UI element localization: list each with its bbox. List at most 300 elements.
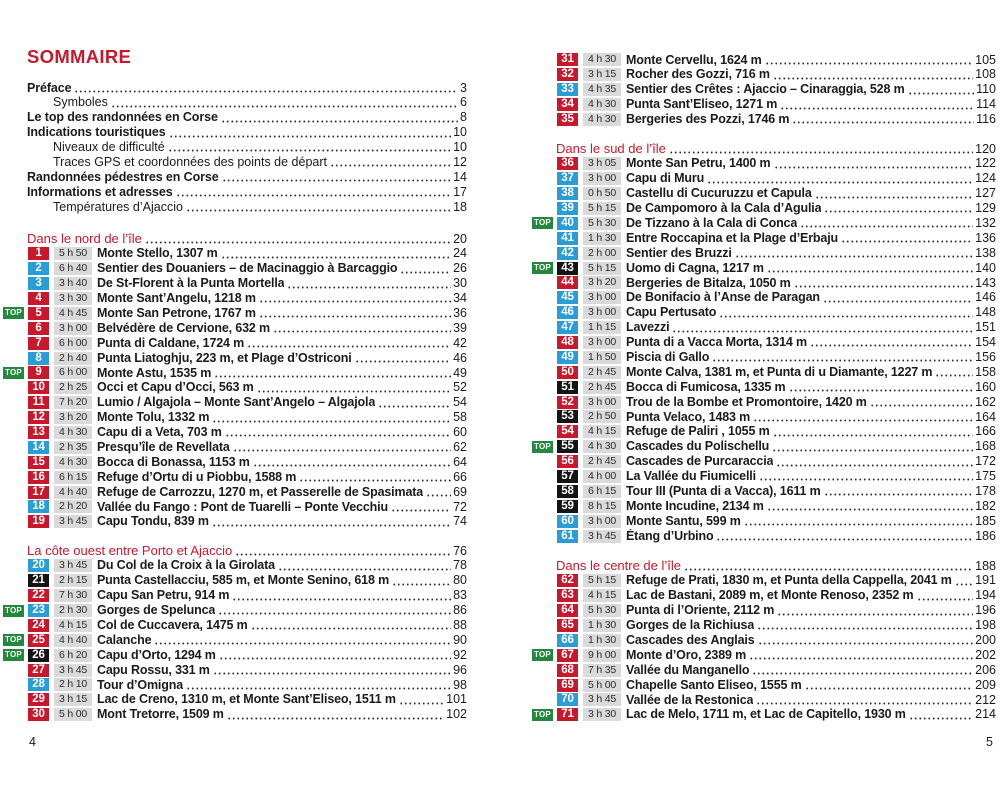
duration-tag: 2 h 50 [583,410,621,423]
dot-leader [299,470,451,485]
page-ref: 146 [975,290,996,305]
entry-title: Températures d’Ajaccio [53,199,183,214]
route-number-badge: 30 [28,708,49,721]
page-ref: 17 [453,184,467,199]
front-matter-entry [0,81,469,96]
route-number-badge: 36 [557,157,578,170]
route-number-badge: 52 [557,396,578,409]
front-matter-list [0,81,469,215]
top-slot [532,337,553,349]
route-row-1 [0,246,469,261]
page-ref: 200 [975,632,996,647]
section-west-coast [0,544,469,723]
route-title: Vallée du Manganello [626,662,750,677]
page-ref: 160 [975,379,996,394]
section-heading [0,232,469,247]
duration-tag: 3 h 05 [583,157,621,170]
front-matter-entry [0,170,469,185]
route-title: Gorges de la Richiusa [626,618,755,633]
duration-tag: 7 h 20 [54,396,92,409]
route-row-17 [0,485,469,500]
page-ref: 3 [460,80,467,95]
route-number-badge: 6 [28,322,49,335]
route-row-26 [0,648,469,663]
route-row-22 [0,588,469,603]
route-title: Sentier des Bruzzi [626,245,732,260]
route-row-4 [0,291,469,306]
route-row-47 [529,320,998,335]
route-row-32 [529,67,998,82]
route-row-18 [0,500,469,515]
duration-tag: 4 h 30 [54,456,92,469]
route-title: Bocca di Bonassa, 1153 m [97,454,250,469]
route-number-badge: 65 [557,619,578,632]
dot-leader [176,185,452,200]
route-title: La Vallée du Fiumicelli [626,469,756,484]
section-south [529,142,998,544]
route-number-badge: 17 [28,486,49,499]
page-ref: 78 [453,558,467,573]
entry-title: Le top des randonnées en Corse [27,110,218,125]
dot-leader [233,440,451,455]
duration-tag: 2 h 20 [54,500,92,513]
route-title: Cascades des Anglais [626,632,755,647]
route-number-badge: 50 [557,366,578,379]
page-ref: 98 [453,677,467,692]
route-title: Tour III (Punta di a Vacca), 1611 m [626,483,821,498]
route-row-23 [0,603,469,618]
duration-tag: 4 h 40 [54,486,92,499]
page-ref: 194 [975,588,996,603]
top-slot [532,471,553,483]
dot-leader [792,112,974,127]
duration-tag: 3 h 45 [54,515,92,528]
duration-tag: 3 h 45 [583,530,621,543]
duration-tag: 5 h 50 [54,247,92,260]
route-number-badge: 12 [28,411,49,424]
section-title: Dans le centre de l’île [556,558,682,573]
top-slot [532,84,553,96]
page-ref: 54 [453,395,467,410]
route-row-12 [0,410,469,425]
route-title: Castellu di Cucuruzzu et Capula [626,186,812,201]
page-ref: 8 [460,110,467,125]
route-number-badge: 63 [557,589,578,602]
top-slot [532,605,553,617]
route-title: Bocca di Fumicosa, 1335 m [626,379,786,394]
duration-tag: 3 h 00 [583,515,621,528]
route-number-badge: 32 [557,68,578,81]
route-row-28 [0,678,469,693]
route-row-59 [529,499,998,514]
top-slot [3,664,24,676]
route-row-25 [0,633,469,648]
route-number-badge: 56 [557,455,578,468]
top-slot [532,99,553,111]
route-number-badge: 62 [557,574,578,587]
duration-tag: 2 h 25 [54,381,92,394]
page-ref: 46 [453,350,467,365]
route-title: Capu d’Orto, 1294 m [97,647,216,662]
top-slot [3,248,24,260]
route-number-badge: 45 [557,291,578,304]
top-slot [3,397,24,409]
route-row-57 [529,469,998,484]
page-ref: 26 [453,261,467,276]
dot-leader [744,514,973,529]
route-row-45 [529,290,998,305]
dot-leader [669,142,973,157]
duration-tag: 4 h 40 [54,634,92,647]
top-slot [3,501,24,513]
top-slot [532,634,553,646]
front-matter-entry [0,110,469,125]
route-row-67 [529,648,998,663]
top-slot [3,486,24,498]
route-title: Punta Liatoghju, 223 m, et Plage d’Ostriconi [97,350,352,365]
route-title: Monte Sant’Angelu, 1218 m [97,291,256,306]
top-slot [3,619,24,631]
route-title: Rocher des Gozzi, 716 m [626,67,770,82]
route-number-badge: 39 [557,202,578,215]
dot-leader [212,514,451,529]
route-row-49 [529,350,998,365]
route-title: Punta Castellacciu, 585 m, et Monte Senino, 618 m [97,573,390,588]
duration-tag: 1 h 30 [583,634,621,647]
page-ref: 74 [453,514,467,529]
route-row-35 [529,112,998,127]
route-number-badge: 70 [557,693,578,706]
dot-leader [773,424,974,439]
route-row-62 [529,573,998,588]
route-title: Uomo di Cagna, 1217 m [626,260,764,275]
route-row-69 [529,678,998,693]
page-ref: 86 [453,603,467,618]
route-number-badge: 14 [28,441,49,454]
route-row-53 [529,410,998,425]
dot-leader [789,380,974,395]
page-ref: 156 [975,349,996,364]
section-north [0,232,469,530]
duration-tag: 5 h 00 [54,708,92,721]
route-number-badge: 25 [28,634,49,647]
right-page [529,0,998,800]
page-ref: 34 [453,291,467,306]
route-number-badge: 35 [557,113,578,126]
route-title: Presqu’île de Revellata [97,439,230,454]
dot-leader [841,231,973,246]
duration-tag: 4 h 30 [583,53,621,66]
route-title: Punta Velaco, 1483 m [626,409,751,424]
route-row-36 [529,156,998,171]
top-slot [3,709,24,721]
page-ref: 6 [460,95,467,110]
duration-tag: 1 h 15 [583,321,621,334]
page-number: 5 [986,735,993,749]
route-row-38 [529,186,998,201]
dot-leader [908,82,974,97]
dot-leader [169,125,452,140]
top-slot [532,456,553,468]
duration-tag: 3 h 00 [583,172,621,185]
duration-tag: 3 h 00 [583,291,621,304]
dot-leader [815,186,973,201]
section-title: La côte ouest entre Porto et Ajaccio [27,543,233,558]
duration-tag: 4 h 30 [583,440,621,453]
route-number-badge: 41 [557,232,578,245]
route-number-badge: 46 [557,306,578,319]
route-title: Lac de Bastani, 2089 m, et Monte Renoso, 2352 m [626,588,914,603]
duration-tag: 6 h 15 [583,485,621,498]
top-slot [3,441,24,453]
route-row-27 [0,663,469,678]
route-number-badge: 57 [557,470,578,483]
duration-tag: 4 h 15 [583,589,621,602]
top-slot [3,590,24,602]
page-ref: 198 [975,618,996,633]
route-title: Monte Astu, 1535 m [97,365,212,380]
route-row-39 [529,201,998,216]
dot-leader [758,633,974,648]
page-ref: 143 [975,275,996,290]
route-row-43 [529,261,998,276]
dot-leader [749,648,973,663]
route-number-badge: 67 [557,649,578,662]
top-slot [532,709,553,721]
dot-leader [253,455,451,470]
entry-title: Niveaux de difficulté [53,140,165,155]
duration-tag: 8 h 15 [583,500,621,513]
dot-leader [273,321,451,336]
front-matter-entry [0,200,469,215]
page-ref: 175 [975,469,996,484]
route-title: Bergeries des Pozzi, 1746 m [626,112,790,127]
dot-leader [735,246,973,261]
route-row-31 [529,53,998,68]
route-title: Lavezzi [626,320,670,335]
dot-leader [218,603,451,618]
top-slot [532,620,553,632]
route-number-badge: 48 [557,336,578,349]
route-title: Punta di a Vacca Morta, 1314 m [626,335,807,350]
page-ref: 18 [453,199,467,214]
top-slot [532,515,553,527]
route-row-16 [0,470,469,485]
route-title: Col de Cuccavera, 1475 m [97,617,248,632]
top-slot [532,649,553,661]
top-slot [3,605,24,617]
dot-leader [757,618,973,633]
route-number-badge: 34 [557,98,578,111]
route-row-55 [529,439,998,454]
route-number-badge: 22 [28,589,49,602]
dot-leader [235,544,451,559]
top-slot [532,694,553,706]
route-title: Capu Pertusato [626,305,717,320]
route-row-10 [0,380,469,395]
top-slot [532,247,553,259]
duration-tag: 3 h 45 [54,664,92,677]
duration-tag: 4 h 30 [54,426,92,439]
page-ref: 92 [453,647,467,662]
duration-tag: 3 h 15 [54,693,92,706]
route-row-30 [0,707,469,722]
top-slot [532,500,553,512]
route-number-badge: 24 [28,619,49,632]
page-ref: 114 [976,97,996,112]
dot-leader [222,170,451,185]
page-ref: 52 [453,380,467,395]
route-title: Punta Sant’Eliseo, 1271 m [626,97,778,112]
route-row-34 [529,97,998,112]
top-slot [3,352,24,364]
route-row-63 [529,588,998,603]
route-number-badge: 3 [28,277,49,290]
dot-leader [378,395,451,410]
dot-leader [780,97,974,112]
top-slot [532,54,553,66]
route-number-badge: 21 [28,574,49,587]
entry-title: Informations et adresses [27,184,173,199]
dot-leader [759,469,973,484]
duration-tag: 2 h 10 [54,678,92,691]
route-title: Vallée de la Restonica [626,692,754,707]
top-slot [532,292,553,304]
route-number-badge: 66 [557,634,578,647]
route-number-badge: 40 [557,217,578,230]
route-row-70 [529,693,998,708]
duration-tag: 3 h 30 [54,292,92,305]
route-row-29 [0,692,469,707]
dot-leader [355,351,452,366]
top-slot [532,530,553,542]
page-ref: 168 [975,439,996,454]
duration-tag: 3 h 00 [583,306,621,319]
route-number-badge: 38 [557,187,578,200]
top-slot [532,679,553,691]
page-ref: 188 [975,558,996,573]
duration-tag: 3 h 40 [54,277,92,290]
route-row-11 [0,395,469,410]
route-row-58 [529,484,998,499]
route-number-badge: 43 [557,262,578,275]
page-ref: 178 [975,483,996,498]
page-ref: 127 [975,186,996,201]
page-ref: 122 [975,156,996,171]
dot-leader [213,663,451,678]
page-ref: 10 [453,125,467,140]
route-number-badge: 29 [28,693,49,706]
page-ref: 164 [975,409,996,424]
dot-leader [767,261,973,276]
route-number-badge: 37 [557,172,578,185]
page-ref: 14 [453,169,467,184]
route-title: Vallée du Fango : Pont de Tuarelli – Ponte Vecchiu [97,499,388,514]
duration-tag: 3 h 00 [583,336,621,349]
dot-leader [776,454,973,469]
dot-leader [909,707,973,722]
top-slot [3,516,24,528]
route-number-badge: 7 [28,337,49,350]
dot-leader [824,201,973,216]
route-row-24 [0,618,469,633]
route-row-61 [529,529,998,544]
entry-title: Indications touristiques [27,125,166,140]
route-number-badge: 71 [557,708,578,721]
route-title: Du Col de la Croix à la Girolata [97,558,275,573]
entry-title: Préface [27,80,72,95]
dot-leader [752,663,973,678]
page-number: 4 [29,735,36,749]
duration-tag: 4 h 00 [583,470,621,483]
top-slot [532,396,553,408]
dot-leader [257,380,452,395]
duration-tag: 2 h 15 [54,574,92,587]
top-slot [532,69,553,81]
front-matter-entry [0,185,469,200]
duration-tag: 9 h 00 [583,649,621,662]
top-slot [532,203,553,215]
page-ref: 132 [975,215,996,230]
route-number-badge: 13 [28,426,49,439]
duration-tag: 2 h 30 [54,604,92,617]
page-ref: 101 [446,692,467,707]
top-slot [3,471,24,483]
top-slot [532,664,553,676]
route-row-48 [529,335,998,350]
page-ref: 172 [975,454,996,469]
page-ref: 129 [975,201,996,216]
route-row-2 [0,261,469,276]
route-row-21 [0,573,469,588]
route-number-badge: 59 [557,500,578,513]
top-badge: TOP [532,649,553,661]
toc-title: SOMMAIRE [27,46,132,67]
front-matter-entry [0,155,469,170]
page-ref: 108 [975,67,996,82]
dot-leader [330,155,451,170]
dot-leader [426,485,451,500]
route-title: Monte Tolu, 1332 m [97,410,210,425]
route-number-badge: 20 [28,559,49,572]
duration-tag: 0 h 50 [583,187,621,200]
top-slot [3,367,24,379]
top-slot [532,411,553,423]
route-number-badge: 26 [28,649,49,662]
dot-leader [225,425,451,440]
route-row-60 [529,514,998,529]
page-ref: 185 [975,513,996,528]
dot-leader [870,395,973,410]
route-title: Capu di Muru [626,171,705,186]
page-ref: 158 [975,364,996,379]
duration-tag: 2 h 00 [583,247,621,260]
route-title: Capu di a Veta, 703 m [97,425,222,440]
dot-leader [935,365,973,380]
route-number-badge: 2 [28,262,49,275]
route-number-badge: 10 [28,381,49,394]
duration-tag: 7 h 35 [583,664,621,677]
front-matter-entry [0,95,469,110]
top-slot [532,277,553,289]
route-row-50 [529,365,998,380]
page-ref: 76 [453,543,467,558]
route-number-badge: 33 [557,83,578,96]
dot-leader [800,216,973,231]
page-ref: 209 [975,677,996,692]
route-row-37 [529,171,998,186]
dot-leader [719,305,973,320]
